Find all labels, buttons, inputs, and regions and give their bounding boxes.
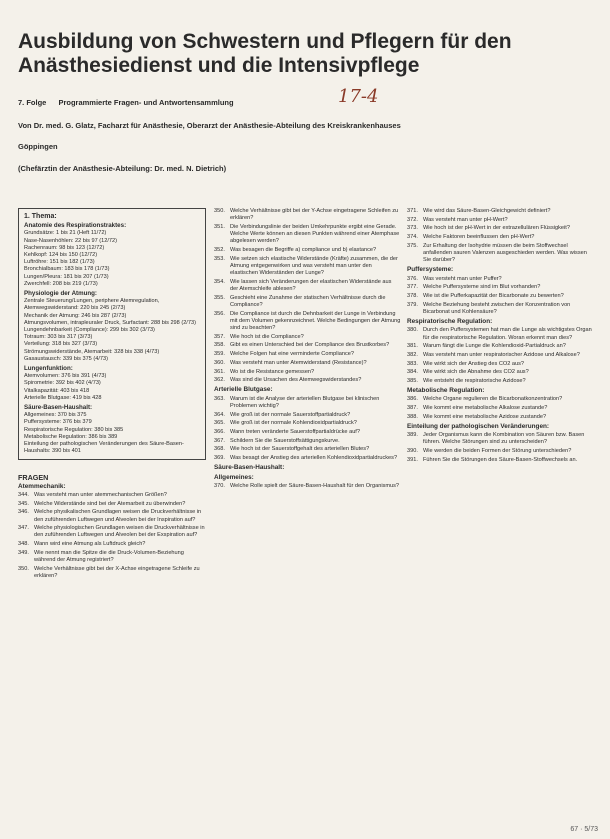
city-line: Göppingen xyxy=(18,142,58,151)
question-number: 351. xyxy=(214,223,225,230)
question-list xyxy=(214,483,401,490)
question-number: 368. xyxy=(214,446,225,453)
toc-entry: Zentrale Steuerung/Lungen, periphere Atemregulation, Atemwegswiderstand: 220 bis 245 (2/73) xyxy=(24,298,160,312)
question-number: 379. xyxy=(407,301,418,308)
question-text: Welche Rolle spielt der Säure-Basen-Haushalt für den Organismus? xyxy=(230,482,400,489)
question-number: 350. xyxy=(214,208,225,214)
question-number: 362. xyxy=(214,377,225,384)
question-item xyxy=(407,276,593,283)
question-text: Welche physikalischen Grundlagen weisen die Druckverhältnisse in den zuführenden Luftwegen und Alveolen bei der Inspiration auf? xyxy=(34,509,202,523)
title-line-2: Anästhesiedienst und die Intensivpflege xyxy=(18,54,420,77)
question-number: 345. xyxy=(18,500,29,507)
question-text: Wie lassen sich Veränderungen der elastischen Widerstände aus der Atemschleife ablesen? xyxy=(230,278,392,293)
folge-label: 7. Folge xyxy=(18,98,47,107)
question-number: 365. xyxy=(214,420,225,427)
toc-entry: Arterielle Blutgase: 419 bis 428 xyxy=(24,394,102,401)
question-list xyxy=(214,208,401,384)
question-text: Was sind die Ursachen des Atemwegswiderstandes? xyxy=(230,377,362,384)
question-text: Wie hoch ist der Sauerstoffgehalt des arteriellen Blutes? xyxy=(230,446,370,453)
question-number: 369. xyxy=(214,455,225,462)
page-number: 67 · 5/73 xyxy=(570,826,598,833)
question-item xyxy=(214,295,401,309)
question-text: Warum fängt die Lunge die Kohlendioxid-Partialdruck an? xyxy=(423,343,566,350)
question-item xyxy=(407,405,593,412)
question-item xyxy=(214,412,401,419)
question-number: 352. xyxy=(214,247,225,254)
question-text: Was versteht man unter Puffer? xyxy=(423,275,502,282)
question-item xyxy=(214,420,401,427)
toc-entry: Gasaustausch: 339 bis 375 (4/73) xyxy=(24,355,108,362)
question-number: 382. xyxy=(407,351,418,358)
table-of-contents-box xyxy=(18,208,206,460)
question-list xyxy=(214,396,401,463)
question-text: Wie entsteht die respiratorische Azidose? xyxy=(423,378,526,385)
question-item xyxy=(214,279,401,293)
question-list xyxy=(407,432,593,464)
section-heading: Respiratorische Regulation: xyxy=(407,318,493,326)
question-item xyxy=(214,429,401,436)
question-number: 346. xyxy=(18,509,29,516)
question-text: Wie hoch ist der pH-Wert in der extrazellulären Flüssigkeit? xyxy=(423,225,570,232)
question-text: Welche Puffersysteme sind im Blut vorhanden? xyxy=(423,284,541,291)
question-item xyxy=(214,208,401,222)
toc-entry: Einteilung der pathologischen Veränderungen des Säure-Basen-Haushalts: 390 bis 401 xyxy=(24,441,184,455)
question-item xyxy=(214,455,401,462)
question-number: 381. xyxy=(407,343,418,350)
question-text: Welche Verhältnisse gibt bei der Y-Achse eingetragene Schleifen zu erklären? xyxy=(230,208,399,222)
toc-entry: Strömungswiderstände, Atemarbeit: 328 bis 338 (4/73) xyxy=(24,348,160,355)
question-text: Was besagen die Begriffe a) compliance und b) elastance? xyxy=(230,247,377,254)
question-text: Was versteht man unter Atemwiderstand (Resistance)? xyxy=(230,359,367,366)
question-item xyxy=(18,550,206,564)
question-text: Wie wirkt sich die Abnahme des CO2 aus? xyxy=(423,369,529,376)
toc-section-heading: Lungenfunktion: xyxy=(24,365,73,373)
question-number: 360. xyxy=(214,359,225,366)
question-item xyxy=(214,224,401,246)
question-item xyxy=(407,352,593,359)
toc-entry: Metabolische Regulation: 386 bis 389 xyxy=(24,433,118,440)
question-item xyxy=(407,378,593,385)
toc-entry: Nase-Nasenhöhlen: 22 bis 97 (12/72) xyxy=(24,237,117,244)
question-number: 383. xyxy=(407,360,418,367)
column-3 xyxy=(407,208,593,466)
question-item xyxy=(407,414,593,421)
question-number: 359. xyxy=(214,351,225,358)
question-item xyxy=(214,377,401,384)
column-1 xyxy=(18,208,206,582)
question-item xyxy=(214,334,401,341)
question-number: 363. xyxy=(214,395,225,402)
toc-entry: Kehlkopf: 124 bis 150 (12/72) xyxy=(24,252,98,259)
question-number: 353. xyxy=(214,255,225,262)
section-heading: Säure-Basen-Haushalt: xyxy=(214,464,285,472)
question-item xyxy=(214,483,401,490)
question-item xyxy=(214,438,401,445)
question-number: 378. xyxy=(407,293,418,300)
question-number: 374. xyxy=(407,234,418,241)
question-number: 384. xyxy=(407,369,418,376)
question-item xyxy=(407,396,593,403)
series-label: Programmierte Fragen- und Antwortensammlung xyxy=(58,98,234,107)
author-line: Von Dr. med. G. Glatz, Facharzt für Anästhesie, Oberarzt der Anästhesie-Abteilung des Kreiskrankenhauses xyxy=(18,121,401,130)
question-text: Wie setzen sich elastische Widerstände (Kräfte) zusammen, die der Atmung entgegenwirken und was versteht man unter den elastischen Widerständen der Lunge? xyxy=(230,255,398,277)
series-line xyxy=(18,98,234,107)
question-text: Welche physiologischen Grundlagen weisen die Druckverhältnisse in den zuführenden Luftwegen und Alveolen bei der Exspiration auf? xyxy=(34,525,205,539)
question-item xyxy=(214,311,401,333)
toc-entry: Bronchialbaum: 183 bis 178 (1/73) xyxy=(24,266,110,273)
toc-entry: Spirometrie: 392 bis 402 (4/73) xyxy=(24,380,101,387)
fragen-heading: FRAGEN xyxy=(18,472,49,482)
question-number: 355. xyxy=(214,294,225,301)
question-item xyxy=(214,351,401,358)
question-item xyxy=(407,217,593,224)
question-text: Was versteht man unter respiratorischer Azidose und Alkalose? xyxy=(423,351,580,358)
question-item xyxy=(214,342,401,349)
question-item xyxy=(407,369,593,376)
title-line-1: Ausbildung von Schwestern und Pflegern für den xyxy=(18,30,512,53)
question-item xyxy=(407,361,593,368)
toc-entry: Mechanik der Atmung: 246 bis 287 (2/73) xyxy=(24,312,127,319)
question-text: Wann treten veränderte Sauerstoffpartialdrücke auf? xyxy=(230,428,360,435)
section-heading: Atemmechanik: xyxy=(18,482,66,490)
question-text: Wo ist die Resistance gemessen? xyxy=(230,368,315,375)
question-number: 377. xyxy=(407,284,418,291)
section-heading: Metabolische Regulation: xyxy=(407,387,485,395)
toc-entry: Rachenraum: 98 bis 123 (12/72) xyxy=(24,244,105,251)
question-text: Wie nennt man die Spitze die die Druck-Volumen-Beziehung während der Atmung registriert? xyxy=(34,549,184,564)
question-number: 344. xyxy=(18,491,29,498)
toc-entry: Verteilung: 318 bis 327 (3/73) xyxy=(24,341,98,348)
question-item xyxy=(18,509,206,523)
question-text: Wie kommt eine metabolische Azidose zustande? xyxy=(423,413,547,420)
section-heading: Puffersysteme: xyxy=(407,266,454,274)
question-text: Die Verbindungslinie der beiden Umkehrpunkte ergibt eine Gerade. Welche Werte können an diesen Punkten während einer Atemphase abgelesen werden? xyxy=(230,223,400,245)
toc-entry: Puffersysteme: 376 bis 379 xyxy=(24,419,92,426)
question-number: 364. xyxy=(214,411,225,418)
question-text: Schildern Sie die Sauerstoffsättigungskurve. xyxy=(230,437,340,444)
question-list xyxy=(18,492,206,580)
question-number: 389. xyxy=(407,432,418,439)
chief-line: (Chefärztin der Anästhesie-Abteilung: Dr. med. N. Dietrich) xyxy=(18,164,227,173)
question-item xyxy=(407,243,593,265)
question-text: Wie groß ist der normale Sauerstoffpartialdruck? xyxy=(230,411,351,418)
question-text: Wie groß ist der normale Kohlendioxidpartialdruck? xyxy=(230,420,357,427)
question-item xyxy=(214,360,401,367)
question-number: 371. xyxy=(407,208,418,214)
question-number: 347. xyxy=(18,525,29,532)
question-item xyxy=(18,501,206,508)
question-number: 387. xyxy=(407,405,418,412)
question-number: 357. xyxy=(214,333,225,340)
question-text: Welche Widerstände sind bei der Atemarbeit zu überwinden? xyxy=(34,500,186,507)
question-number: 370. xyxy=(214,482,225,489)
toc-entry: Luftröhre: 151 bis 182 (1/73) xyxy=(24,259,95,266)
question-number: 372. xyxy=(407,216,418,223)
question-text: Warum ist die Analyse der arteriellen Blutgase bei klinischen Problemen wichtig? xyxy=(230,395,380,409)
toc-entry: Allgemeines: 370 bis 375 xyxy=(24,412,87,419)
question-text: Wie werden die beiden Formen der Störung unterschieden? xyxy=(423,448,572,455)
question-text: Welche Organe regulieren die Bicarbonatkonzentration? xyxy=(423,396,563,403)
question-number: 385. xyxy=(407,378,418,385)
question-number: 373. xyxy=(407,225,418,232)
toc-entry: Totraum: 303 bis 317 (3/73) xyxy=(24,334,93,341)
question-item xyxy=(407,432,593,446)
question-item xyxy=(407,293,593,300)
question-item xyxy=(18,492,206,499)
question-item xyxy=(214,247,401,254)
section-heading: Arterielle Blutgase: xyxy=(214,386,273,394)
question-number: 376. xyxy=(407,275,418,282)
question-number: 391. xyxy=(407,456,418,463)
toc-entry: Atemvolumen: 376 bis 391 (4/73) xyxy=(24,373,107,380)
question-number: 361. xyxy=(214,368,225,375)
question-text: Wie wirkt sich der Anstieg des CO2 aus? xyxy=(423,360,525,367)
question-number: 367. xyxy=(214,437,225,444)
question-number: 380. xyxy=(407,327,418,334)
document-title xyxy=(18,30,578,78)
question-number: 349. xyxy=(18,549,29,556)
column-2 xyxy=(214,208,401,491)
question-text: Gibt es einen Unterschied bei der Compliance des Brustkorbes? xyxy=(230,342,390,349)
question-list xyxy=(407,276,593,317)
question-item xyxy=(214,256,401,278)
toc-entry: Grundsätze: 1 bis 21 (Heft 11/72) xyxy=(24,230,107,237)
question-text: Welche Folgen hat eine verminderte Compliance? xyxy=(230,351,354,358)
question-text: Wie kommt eine metabolische Alkalose zustande? xyxy=(423,405,548,412)
question-item xyxy=(214,396,401,410)
question-number: 388. xyxy=(407,413,418,420)
question-list xyxy=(407,327,593,385)
question-list xyxy=(407,396,593,421)
toc-entry: Zwerchfell: 208 bis 219 (1/73) xyxy=(24,280,98,287)
thema-heading: 1. Thema: xyxy=(24,213,57,220)
question-item xyxy=(18,541,206,548)
question-text: Was versteht man unter atemmechanischen Größen? xyxy=(34,491,167,498)
question-number: 350. xyxy=(18,565,29,572)
question-item xyxy=(407,225,593,232)
question-number: 348. xyxy=(18,541,29,548)
question-number: 354. xyxy=(214,278,225,285)
question-text: Die Compliance ist durch die Dehnbarkeit der Lunge in Verbindung mit dem Volumen gekennzeichnet. Welche Bedingungen der Atmung sind zu beachten? xyxy=(230,310,401,332)
toc-entry: Atmungsvolumen, intrapleuraler Druck, Surfactant: 288 bis 298 (2/73) xyxy=(24,319,196,326)
question-text: Welche Verhältnisse gibt bei der X-Achse eingetragene Schleife zu erklären? xyxy=(34,565,200,579)
question-text: Wann wird eine Atmung als Luftdruck gleich? xyxy=(34,541,146,548)
toc-section-heading: Physiologie der Atmung: xyxy=(24,290,97,298)
question-text: Führen Sie die Störungen des Säure-Basen-Stoffwechsels an. xyxy=(423,456,578,463)
question-item xyxy=(407,234,593,241)
question-text: Welche Beziehung besteht zwischen der Konzentration von Bicarbonat und Kohlensäure? xyxy=(423,301,571,315)
question-item xyxy=(407,448,593,455)
question-number: 356. xyxy=(214,310,225,317)
question-item xyxy=(214,369,401,376)
toc-section-heading: Säure-Basen-Haushalt: xyxy=(24,404,93,412)
toc-entry: Lungen/Pleura: 181 bis 207 (1/73) xyxy=(24,273,109,280)
question-item xyxy=(407,343,593,350)
question-item xyxy=(18,525,206,539)
question-item xyxy=(18,566,206,580)
question-item xyxy=(214,446,401,453)
question-item xyxy=(407,208,593,215)
toc-entry: Respiratorische Regulation: 380 bis 385 xyxy=(24,426,124,433)
question-text: Zur Erhaltung der Isohydrie müssen die beim Stoffwechsel anfallenden sauren Valenzen ausgeschieden werden. Was wissen Sie darüber? xyxy=(423,242,587,264)
question-number: 358. xyxy=(214,342,225,349)
question-text: Welche Faktoren beeinflussen den pH-Wert? xyxy=(423,234,535,241)
toc-entry: Vitalkapazität: 403 bis 418 xyxy=(24,387,90,394)
question-item xyxy=(407,302,593,316)
question-item xyxy=(407,457,593,464)
question-number: 375. xyxy=(407,242,418,249)
section-heading: Allgemeines: xyxy=(214,473,254,481)
handwritten-note: 17-4 xyxy=(338,86,379,107)
section-heading: Einteilung der pathologischen Veränderungen: xyxy=(407,423,550,431)
question-number: 366. xyxy=(214,428,225,435)
question-text: Geschieht eine Zunahme der statischen Verhältnisse durch die Compliance? xyxy=(230,294,386,308)
question-text: Wie ist die Pufferkapazität der Bicarbonate zu bewerten? xyxy=(423,293,564,300)
question-text: Jeder Organismus kann die Kombination von Säuren bzw. Basen führen. Welche Störungen sind zu unterscheiden? xyxy=(423,432,585,446)
question-number: 386. xyxy=(407,396,418,403)
question-text: Was besagt der Anstieg des arteriellen Kohlendioxidpartialdruckes? xyxy=(230,455,398,462)
question-text: Wie hoch ist die Compliance? xyxy=(230,333,304,340)
question-list xyxy=(407,208,593,264)
question-text: Was versteht man unter pH-Wert? xyxy=(423,216,508,223)
question-number: 390. xyxy=(407,448,418,455)
question-text: Wie wird das Säure-Basen-Gleichgewicht definiert? xyxy=(423,208,551,214)
question-text: Durch den Puffersystemen hat man die Lunge als wichtigstes Organ für die respiratorische Regulation. Woran erkennt man dies? xyxy=(423,327,592,341)
question-item xyxy=(407,327,593,341)
toc-section-heading: Anatomie des Respirationstraktes: xyxy=(24,222,127,230)
question-item xyxy=(407,284,593,291)
toc-entry: Lungendehnbarkeit (Compliance): 299 bis 302 (3/73) xyxy=(24,327,155,334)
